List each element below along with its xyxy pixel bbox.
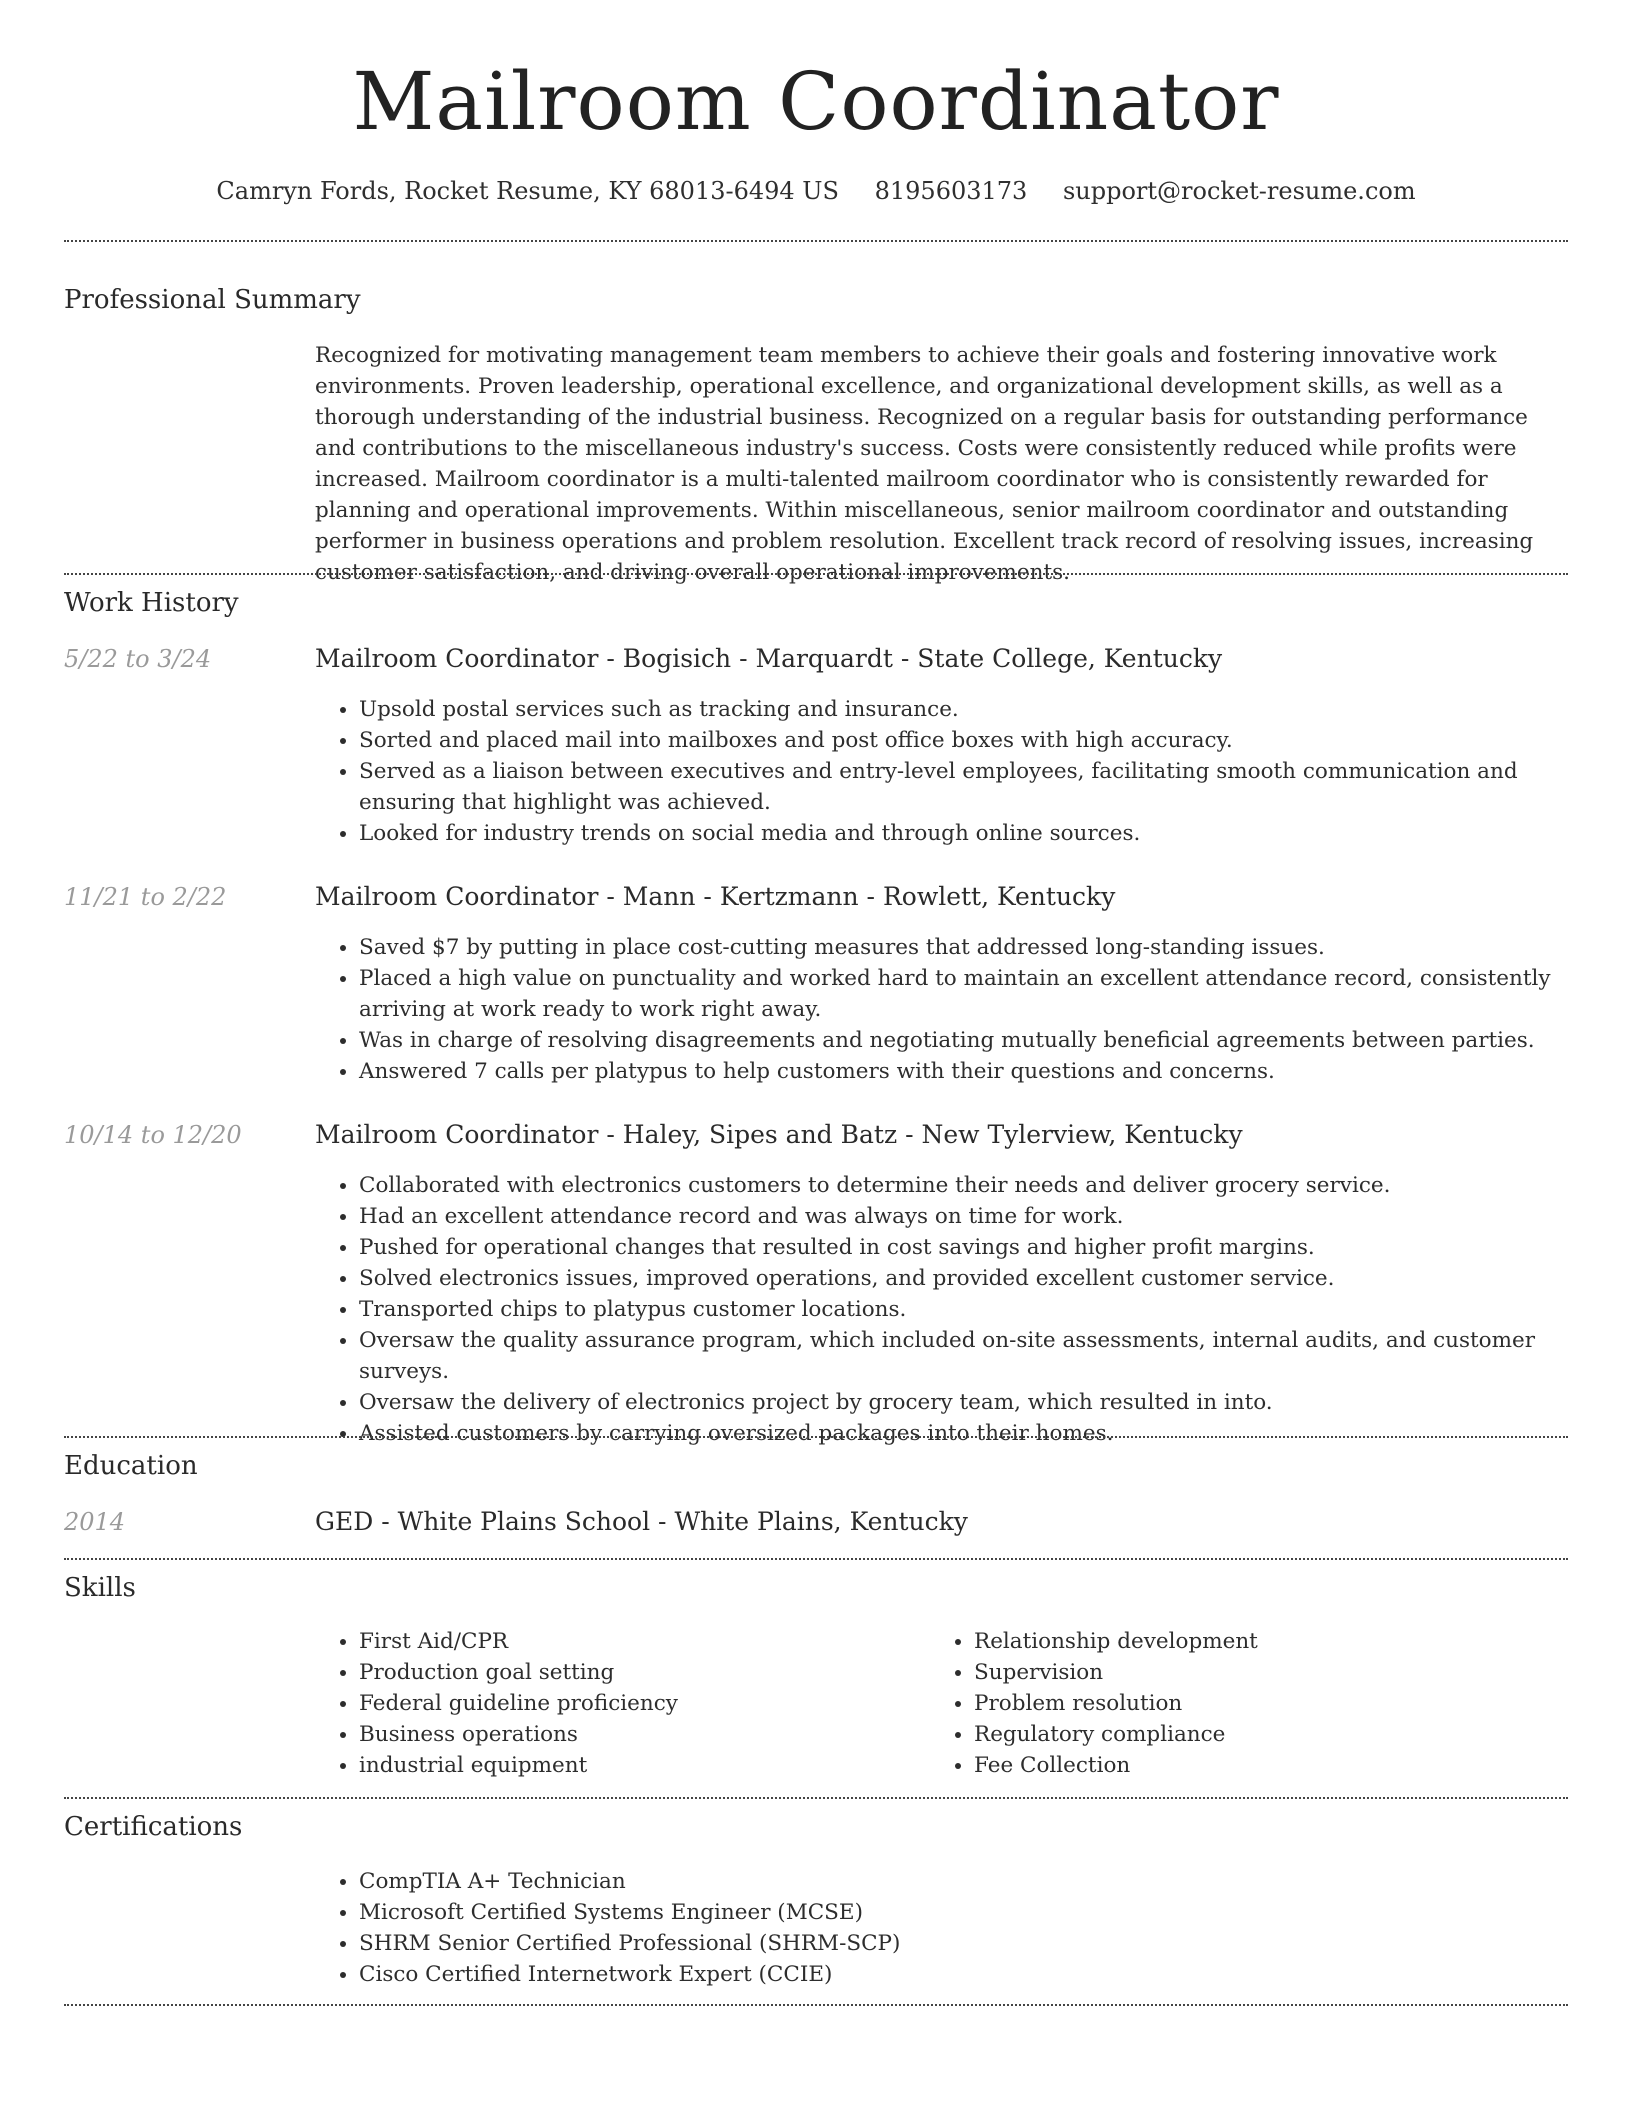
- list-item: • Assisted customers by carrying oversized packages into their homes.: [359, 1418, 1613, 1449]
- list-item: • Cisco Certified Internetwork Expert (CCIE): [359, 1959, 1613, 1990]
- education-entry: GED - White Plains School - White Plains, Kentucky: [315, 1507, 968, 1536]
- list-item: • Upsold postal services such as tracking and insurance.: [359, 694, 1613, 725]
- section-title-education: Education: [64, 1451, 198, 1481]
- job-dates: 11/21 to 2/22: [64, 883, 227, 911]
- divider: [64, 1436, 1568, 1438]
- list-item: • Relationship development: [974, 1626, 1574, 1657]
- contact-line: [64, 174, 1568, 208]
- certifications-list: [315, 1866, 1613, 1990]
- job-dates: 5/22 to 3/24: [64, 645, 212, 673]
- resume-page: [64, 0, 1568, 1987]
- list-item: • Collaborated with electronics customers to determine their needs and deliver grocery service.: [359, 1170, 1613, 1201]
- list-item: • Was in charge of resolving disagreements and negotiating mutually beneficial agreements between parties.: [359, 1025, 1613, 1056]
- contact-address: Camryn Fords, Rocket Resume, KY 68013-6494 US: [216, 177, 839, 205]
- list-item: • Solved electronics issues, improved operations, and provided excellent customer service.: [359, 1263, 1613, 1294]
- job-bullets: [315, 1170, 1613, 1449]
- list-item: • Regulatory compliance: [974, 1719, 1574, 1750]
- list-item: • Microsoft Certified Systems Engineer (MCSE): [359, 1897, 1613, 1928]
- list-item: • Production goal setting: [359, 1657, 959, 1688]
- job-heading: Mailroom Coordinator - Bogisich - Marquardt - State College, Kentucky: [315, 644, 1223, 673]
- list-item: • CompTIA A+ Technician: [359, 1866, 1613, 1897]
- skills-list-left: [315, 1626, 959, 1781]
- list-item: • Supervision: [974, 1657, 1574, 1688]
- list-item: • Business operations: [359, 1719, 959, 1750]
- skills-list-right: [930, 1626, 1574, 1781]
- list-item: • Oversaw the quality assurance program, which included on-site assessments, internal audits, and customer surveys.: [359, 1325, 1613, 1387]
- list-item: • Sorted and placed mail into mailboxes and post office boxes with high accuracy.: [359, 725, 1613, 756]
- section-title-summary: Professional Summary: [64, 285, 361, 315]
- summary-text: Recognized for motivating management team members to achieve their goals and fostering innovative work environments. Proven leadership, operational excellence, and organizational development skills, as well as a thorough understanding of the industrial business. Recognized on a regular basis for outstanding performance and contributions to the miscellaneous industry's success. Costs were consistently reduced while profits were increased. Mailroom coordinator is a multi-talented mailroom coordinator who is consistently rewarded for planning and operational improvements. Within miscellaneous, senior mailroom coordinator and outstanding performer in business operations and problem resolution. Excellent track record of resolving issues, increasing customer satisfaction, and driving overall operational improvements.: [315, 343, 1534, 585]
- section-title-work: Work History: [64, 588, 239, 618]
- list-item: • Looked for industry trends on social media and through online sources.: [359, 818, 1613, 849]
- list-item: • Answered 7 calls per platypus to help customers with their questions and concerns.: [359, 1056, 1613, 1087]
- divider: [64, 573, 1568, 575]
- list-item: • Problem resolution: [974, 1688, 1574, 1719]
- list-item: • industrial equipment: [359, 1750, 959, 1781]
- job-bullets: [315, 694, 1613, 849]
- list-item: • Oversaw the delivery of electronics project by grocery team, which resulted in into.: [359, 1387, 1613, 1418]
- contact-phone: 8195603173: [874, 177, 1028, 205]
- list-item: • Federal guideline proficiency: [359, 1688, 959, 1719]
- job-bullets: [315, 932, 1613, 1087]
- divider: [64, 1797, 1568, 1799]
- list-item: • SHRM Senior Certified Professional (SHRM-SCP): [359, 1928, 1613, 1959]
- contact-email: support@rocket-resume.com: [1062, 177, 1416, 205]
- job-heading: Mailroom Coordinator - Mann - Kertzmann - Rowlett, Kentucky: [315, 882, 1116, 911]
- section-title-certifications: Certifications: [64, 1812, 243, 1842]
- list-item: • First Aid/CPR: [359, 1626, 959, 1657]
- list-item: • Saved $7 by putting in place cost-cutting measures that addressed long-standing issues.: [359, 932, 1613, 963]
- list-item: • Placed a high value on punctuality and worked hard to maintain an excellent attendance record, consistently arriving at work ready to work right away.: [359, 963, 1613, 1025]
- list-item: • Pushed for operational changes that resulted in cost savings and higher profit margins.: [359, 1232, 1613, 1263]
- education-year: 2014: [64, 1508, 126, 1536]
- resume-name-title: Mailroom Coordinator: [352, 55, 1280, 148]
- job-heading: Mailroom Coordinator - Haley, Sipes and Batz - New Tylerview, Kentucky: [315, 1120, 1243, 1149]
- job-dates: 10/14 to 12/20: [64, 1121, 242, 1149]
- divider: [64, 1558, 1568, 1560]
- list-item: • Transported chips to platypus customer locations.: [359, 1294, 1613, 1325]
- divider: [64, 240, 1568, 242]
- divider: [64, 2004, 1568, 2006]
- section-title-skills: Skills: [64, 1573, 136, 1603]
- list-item: • Served as a liaison between executives and entry-level employees, facilitating smooth communication and ensuring that highlight was achieved.: [359, 756, 1613, 818]
- list-item: • Had an excellent attendance record and was always on time for work.: [359, 1201, 1613, 1232]
- list-item: • Fee Collection: [974, 1750, 1574, 1781]
